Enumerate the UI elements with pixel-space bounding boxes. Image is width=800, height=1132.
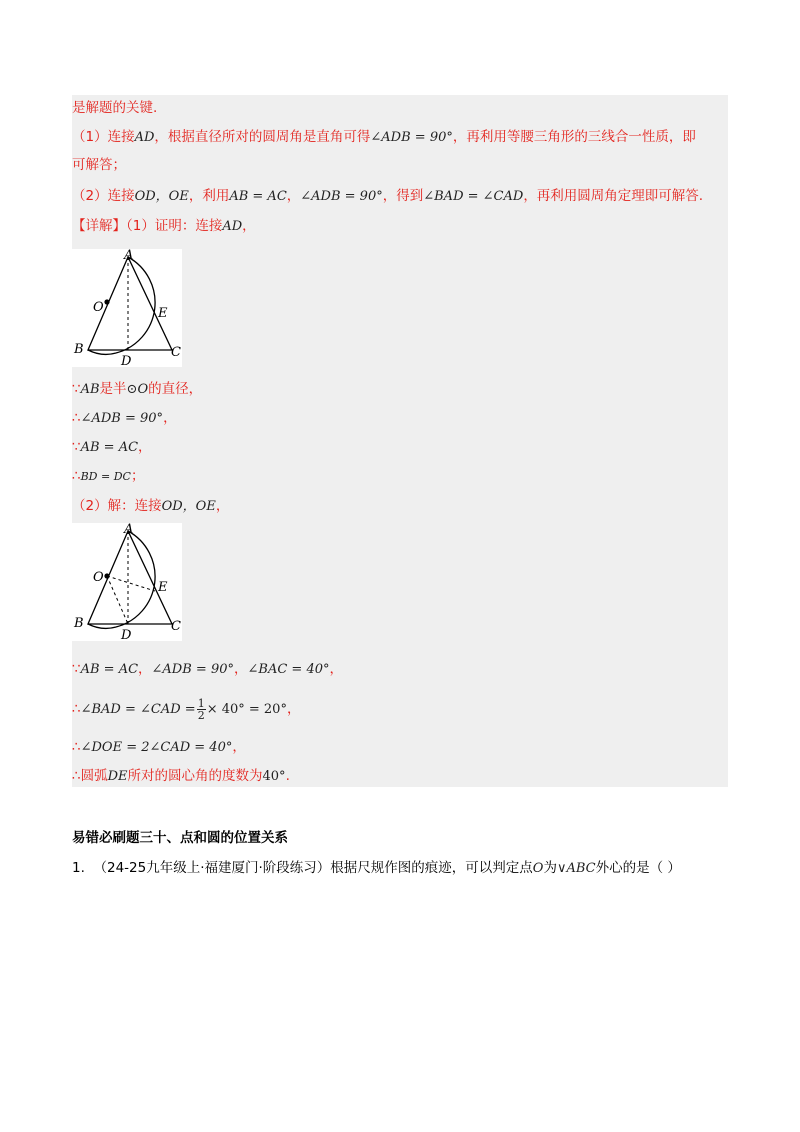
label-o: O [93, 300, 104, 315]
text: ∵ [72, 661, 81, 677]
math: AB [80, 382, 100, 397]
question-text: 为 [543, 860, 557, 876]
detail-tag: 【详解】 [72, 218, 126, 234]
text: ∴圆弧 [72, 768, 108, 784]
solution-line-3 [72, 155, 126, 175]
solution-line-4 [72, 186, 703, 207]
text: ， [215, 498, 230, 514]
label-c: C [171, 619, 181, 634]
question-text: 外心的是（ ） [595, 860, 681, 876]
text: ，得到 [382, 188, 424, 204]
text: ∴ [72, 739, 81, 755]
text: ， [138, 661, 152, 677]
text: ∴ [72, 410, 81, 426]
step-1 [72, 379, 202, 400]
label-a: A [124, 523, 134, 537]
step-6 [72, 659, 343, 680]
label-d: D [121, 354, 132, 367]
label-c: C [171, 345, 181, 360]
question-text: （24-25九年级上·福建厦门·阶段练习）根据尺规作图的痕迹，可以判定点 [93, 860, 533, 876]
math: AD [222, 219, 243, 234]
text: ， [232, 739, 246, 755]
math: BD = DC [80, 470, 131, 483]
label-d: D [121, 628, 132, 641]
figure-2-triangle-semicircle [72, 523, 182, 641]
text: ，利用 [188, 188, 230, 204]
step-4 [72, 466, 144, 487]
math: OD，OE [161, 499, 216, 514]
math: ∠BAC = 40° [247, 662, 330, 677]
text: ， [329, 661, 343, 677]
section-title: 易错必刷题三十、点和圆的位置关系 [72, 830, 288, 846]
math: ∠BAD = ∠CAD [423, 189, 524, 204]
math: DE [107, 769, 128, 784]
text: 所对的圆心角的度数为 [127, 768, 263, 784]
math: ∠BAD = ∠CAD = [80, 702, 196, 717]
math: ∠ADB = 90° [151, 662, 234, 677]
math: OD，OE [134, 189, 189, 204]
math: ⊙O [126, 382, 149, 397]
label-o: O [93, 570, 104, 585]
label-b: B [74, 616, 84, 631]
text: 可解答； [72, 157, 126, 173]
text: ，再利用等腰三角形的三线合一性质，即 [452, 129, 696, 145]
step-5 [72, 496, 229, 517]
label-e: E [158, 306, 168, 321]
step-8 [72, 737, 246, 758]
text: . [285, 768, 290, 784]
text: ∵ [72, 381, 81, 397]
step-2 [72, 408, 177, 429]
math: ∠DOE = 2∠CAD = 40° [80, 740, 233, 755]
text: ， [286, 701, 301, 717]
math: AD [134, 130, 155, 145]
label-b: B [74, 342, 84, 357]
step-9 [72, 766, 290, 787]
text: ，根据直径所对的圆周角是直角可得 [154, 129, 371, 145]
text: ， [138, 439, 152, 455]
text: ； [130, 468, 145, 484]
text: 是半 [99, 381, 127, 397]
text: ， [163, 410, 177, 426]
text: （2）解：连接 [72, 498, 162, 514]
text: ，再利用圆周角定理即可解答. [523, 188, 704, 204]
solution-panel [72, 95, 728, 787]
step-3 [72, 437, 152, 458]
text: ∴ [72, 468, 81, 484]
math: 40° [262, 769, 286, 784]
text: （1）连接 [72, 129, 135, 145]
math: ∠ADB = 90° [370, 130, 453, 145]
text: ， [286, 188, 301, 204]
solution-line-2 [72, 127, 696, 148]
solution-line-5 [72, 216, 256, 237]
denominator: 2 [197, 708, 205, 722]
math: ∨ABC [556, 861, 596, 876]
step-7 [72, 696, 300, 723]
text: （2）连接 [72, 188, 135, 204]
text: ， [234, 661, 248, 677]
math: ∠ADB = 90° [300, 189, 383, 204]
solution-line-1 [72, 98, 157, 118]
text: ∴ [72, 701, 81, 717]
fraction [197, 698, 206, 721]
math: × 40° = 20° [206, 702, 287, 717]
text: ， [242, 218, 256, 234]
label-e: E [158, 580, 168, 595]
math: AB = AC [80, 662, 139, 677]
math: ∠ADB = 90° [80, 411, 164, 426]
numerator: 1 [197, 696, 205, 710]
text: （1）证明：连接 [126, 218, 223, 234]
math: AB = AC [229, 189, 287, 204]
label-a: A [124, 249, 134, 263]
question-1 [72, 856, 681, 876]
text: 是解题的关键. [72, 100, 158, 116]
question-number: 1. [72, 860, 85, 876]
math: AB = AC [80, 440, 139, 455]
text: ∵ [72, 439, 81, 455]
math: O [532, 861, 544, 876]
text: 的直径， [148, 381, 203, 397]
figure-1-triangle-semicircle [72, 249, 182, 367]
